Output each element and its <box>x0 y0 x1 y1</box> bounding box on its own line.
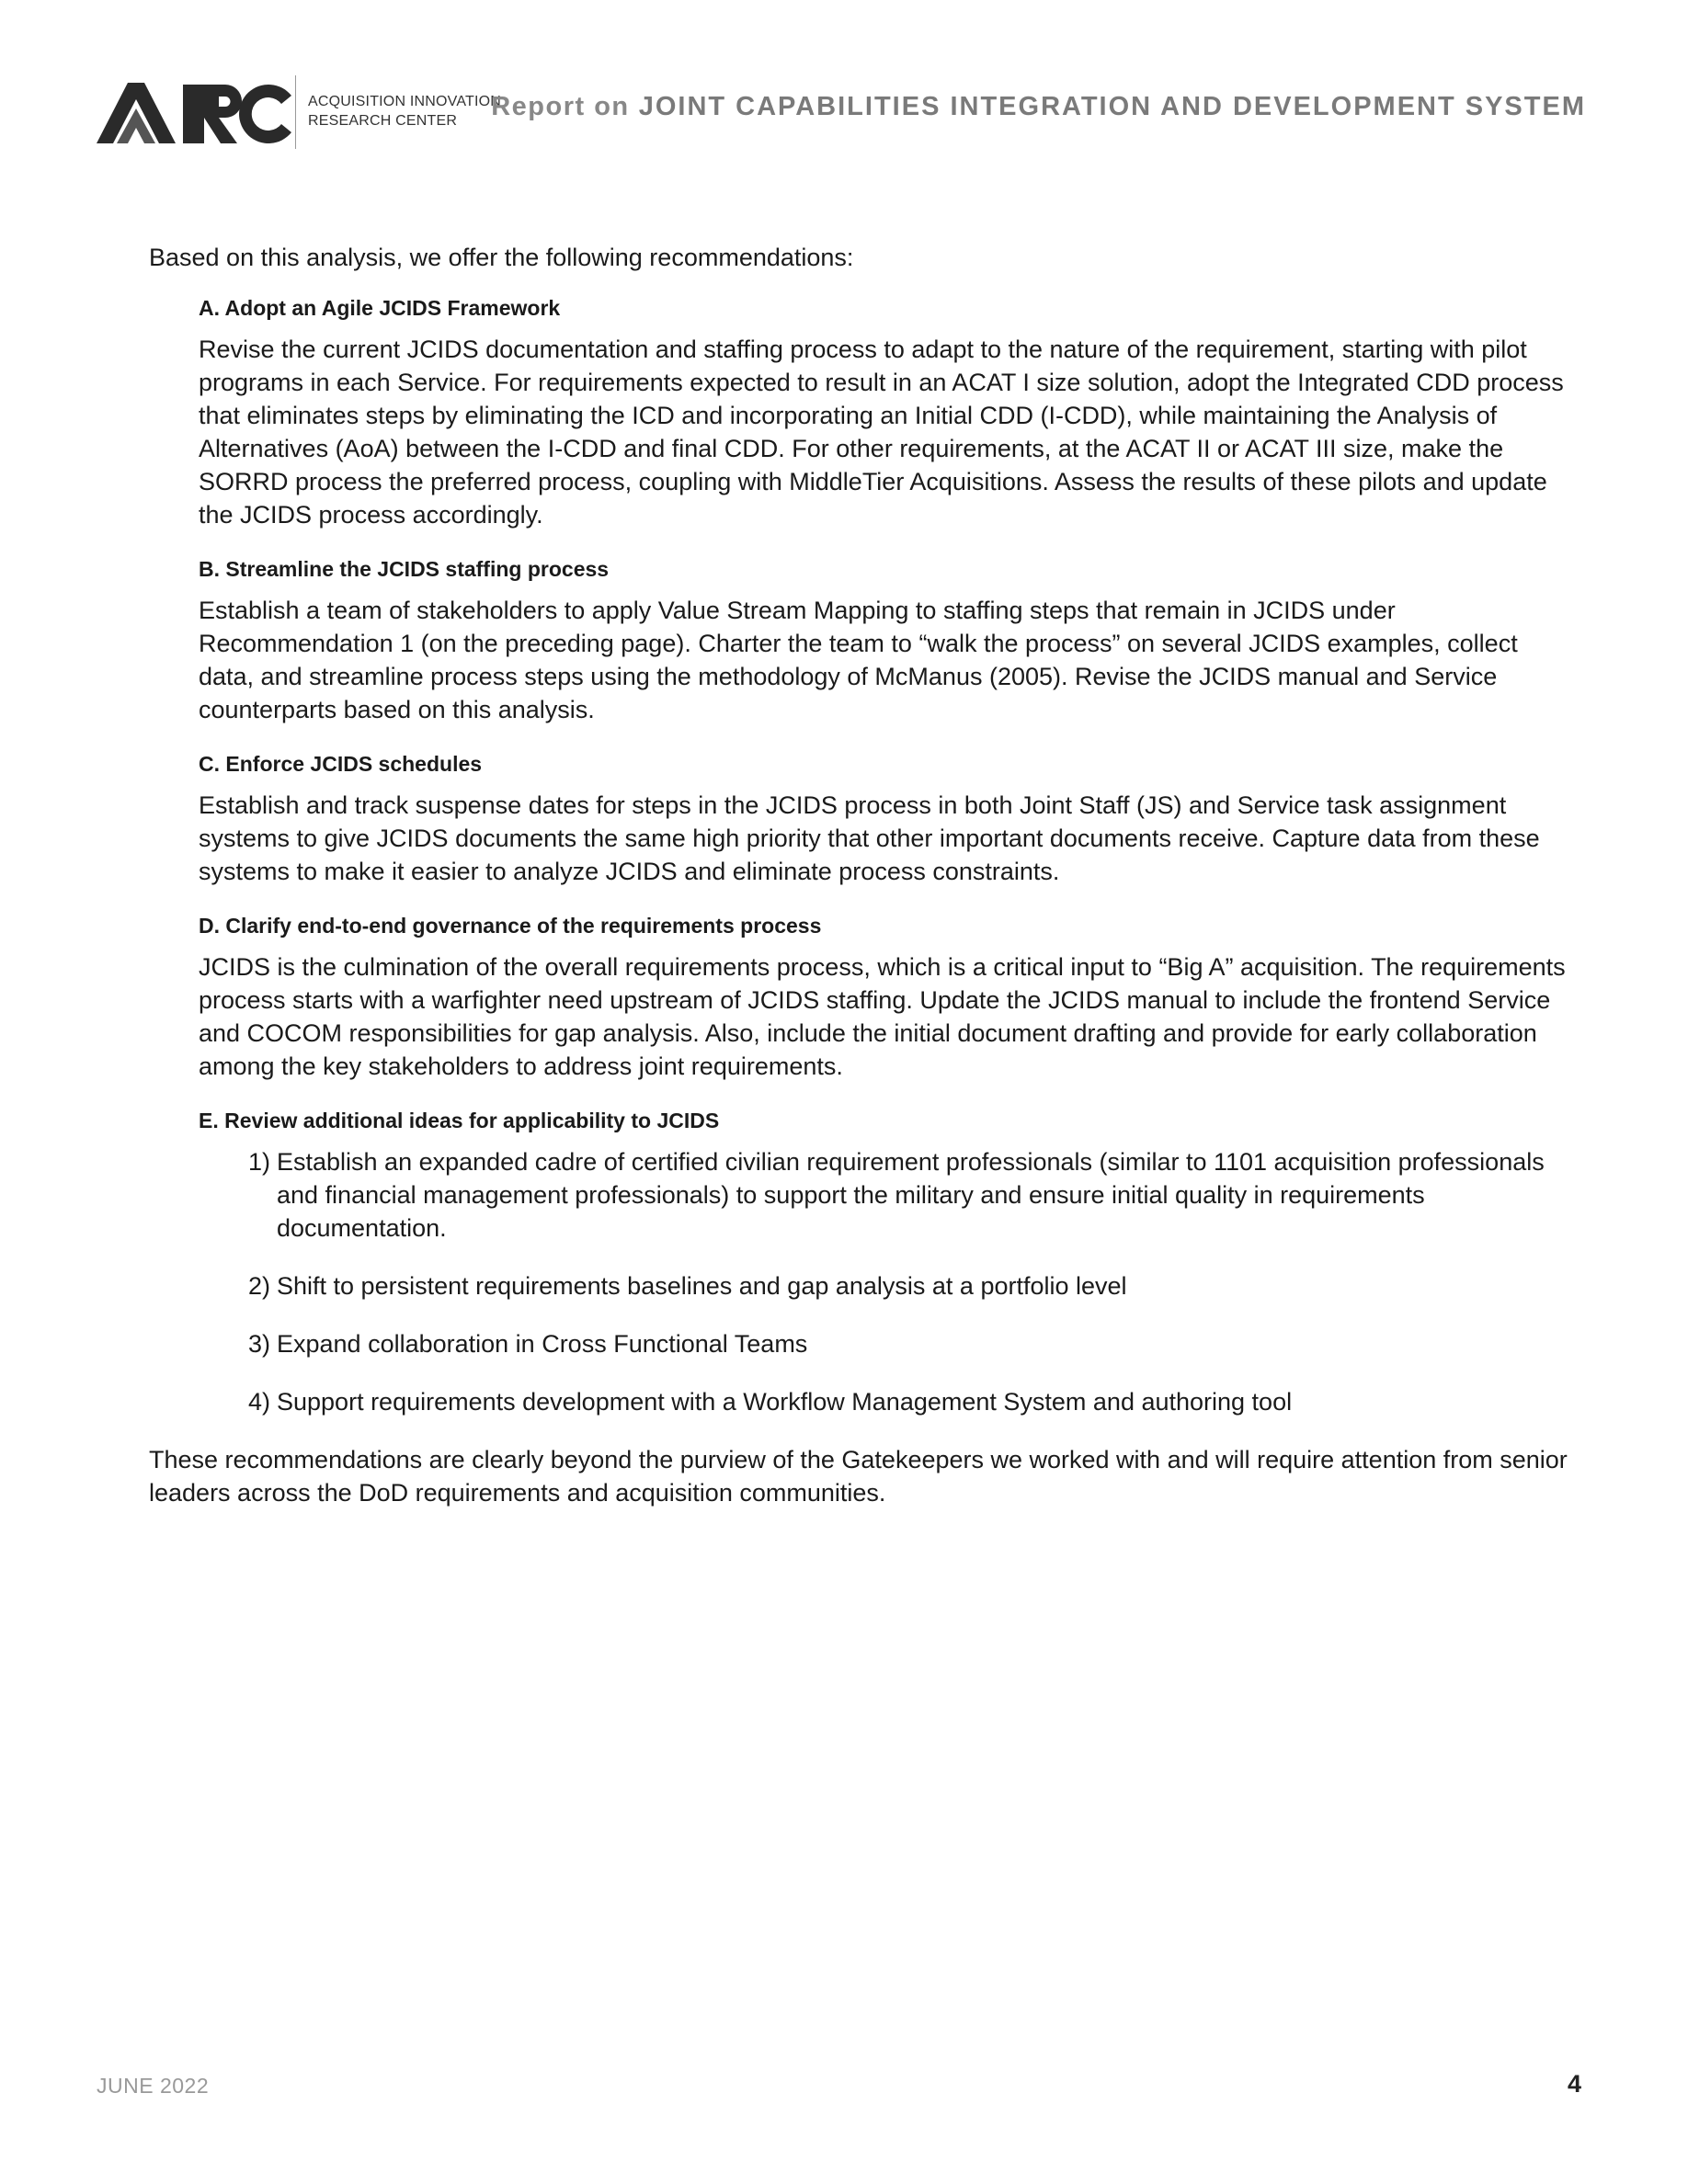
footer-date: JUNE 2022 <box>97 2074 210 2098</box>
intro-paragraph: Based on this analysis, we offer the following recommendations: <box>149 244 854 271</box>
logo-org-name <box>308 92 501 131</box>
page-number: 4 <box>1567 2070 1581 2098</box>
list-item-text: Establish an expanded cadre of certified civilian requirement professionals (similar to 1101 acquisition professionals and financial management professionals) to support the military and ensure initial quality in requirements documentation. <box>277 1148 1545 1242</box>
logo-org-line1: ACQUISITION INNOVATION <box>308 94 502 109</box>
logo-org-line2: RESEARCH CENTER <box>308 113 458 129</box>
report-title-main: JOINT CAPABILITIES INTEGRATION AND DEVELOPMENT SYSTEM <box>638 92 1586 121</box>
airc-logo <box>97 72 519 154</box>
list-item-text: Shift to persistent requirements baselines and gap analysis at a portfolio level <box>277 1272 1127 1300</box>
ideas-list <box>248 1145 1576 1418</box>
section-c <box>199 750 1576 888</box>
list-item-number: 3) <box>248 1330 271 1358</box>
section-heading: D. Clarify end-to-end governance of the requirements process <box>199 914 822 938</box>
section-e <box>199 1107 1576 1418</box>
section-text: JCIDS is the culmination of the overall requirements process, which is a critical input to “Big A” acquisition. The requirements process starts with a warfighter need upstream of JCIDS staffing. Update the JCIDS manual to include the frontend Service and COCOM responsibilities for gap analysis. Also, include the initial document drafting and provide for early collaboration among the key stakeholders to address joint requirements. <box>199 953 1566 1080</box>
list-item-number: 2) <box>248 1272 271 1300</box>
section-heading: E. Review additional ideas for applicability to JCIDS <box>199 1109 720 1132</box>
list-item-text: Support requirements development with a Workflow Management System and authoring tool <box>277 1388 1293 1416</box>
section-heading: A. Adopt an Agile JCIDS Framework <box>199 296 561 320</box>
report-title <box>491 92 1586 122</box>
closing-paragraph: These recommendations are clearly beyond the purview of the Gatekeepers we worked with and will require attention from senior leaders across the DoD requirements and acquisition communities. <box>149 1446 1568 1507</box>
section-heading: C. Enforce JCIDS schedules <box>199 752 483 776</box>
list-item <box>248 1145 1576 1245</box>
section-text: Revise the current JCIDS documentation and staffing process to adapt to the nature of the requirement, starting with pilot programs in each Service. For requirements expected to result in an ACAT I size solution, adopt the Integrated CDD process that eliminates steps by eliminating the ICD and incorporating an Initial CDD (I-CDD), while maintaining the Analysis of Alternatives (AoA) between the I-CDD and final CDD. For other requirements, at the ACAT II or ACAT III size, make the SORRD process the preferred process, coupling with MiddleTier Acquisitions. Assess the results of these pilots and update the JCIDS process accordingly. <box>199 336 1564 529</box>
section-text: Establish a team of stakeholders to apply Value Stream Mapping to staffing steps that remain in JCIDS under Recommendation 1 (on the preceding page). Charter the team to “walk the process” on several JCIDS examples, collect data, and streamline process steps using the methodology of McManus (2005). Revise the JCIDS manual and Service counterparts based on this analysis. <box>199 597 1518 723</box>
list-item-number: 1) <box>248 1148 271 1176</box>
section-d <box>199 912 1576 1083</box>
logo-divider <box>295 75 296 149</box>
report-title-lead: Report on <box>491 92 630 121</box>
list-item <box>248 1269 1576 1302</box>
list-item-number: 4) <box>248 1388 271 1416</box>
page-content <box>149 241 1576 1509</box>
airc-logo-mark <box>97 77 299 151</box>
section-heading: B. Streamline the JCIDS staffing process <box>199 557 610 581</box>
list-item-text: Expand collaboration in Cross Functional Teams <box>277 1330 808 1358</box>
list-item <box>248 1327 1576 1360</box>
list-item <box>248 1385 1576 1418</box>
page-header <box>97 72 1586 154</box>
section-a <box>199 294 1576 531</box>
section-text: Establish and track suspense dates for steps in the JCIDS process in both Joint Staff (JS) and Service task assignment systems to give JCIDS documents the same high priority that other important documents receive. Capture data from these systems to make it easier to analyze JCIDS and eliminate process constraints. <box>199 791 1540 885</box>
section-b <box>199 555 1576 726</box>
